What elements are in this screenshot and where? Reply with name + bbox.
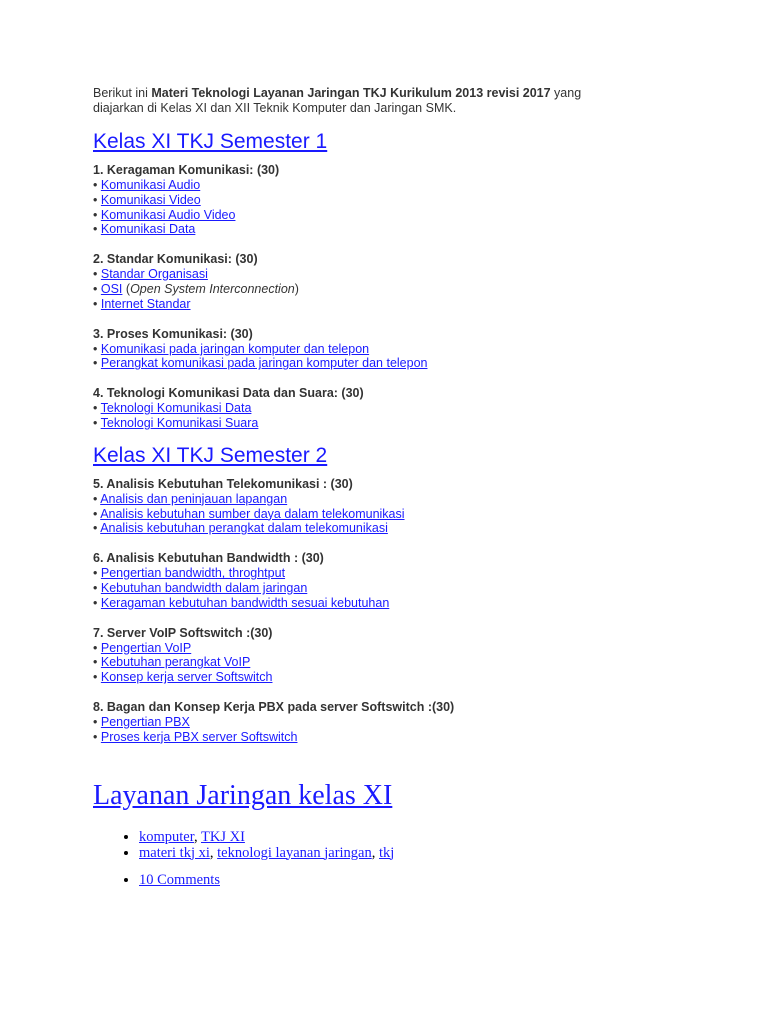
tag-link-teknologi-layanan-jaringan[interactable]: teknologi layanan jaringan [217, 844, 372, 861]
item-link[interactable]: Keragaman kebutuhan bandwidth sesuai kebutuhan [100, 595, 390, 610]
bullet: • [93, 729, 98, 744]
list-item [93, 342, 693, 357]
list-item [93, 416, 693, 431]
separator: , [194, 828, 201, 845]
topic-6 [93, 551, 693, 610]
list-item [93, 178, 693, 193]
item-link[interactable]: Komunikasi Data [100, 222, 196, 237]
topic-items [93, 342, 693, 372]
topic-title: 3. Proses Komunikasi: (30) [93, 326, 253, 341]
topic-items [93, 267, 693, 311]
bullet: • [93, 296, 98, 311]
topic-title: 2. Standar Komunikasi: (30) [93, 252, 258, 267]
bullet: • [93, 192, 98, 207]
post-title[interactable]: Layanan Jaringan kelas XI [93, 779, 393, 811]
topic-title: 7. Server VoIP Softswitch :(30) [93, 625, 273, 640]
bullet: • [93, 640, 98, 655]
bullet: • [93, 207, 98, 222]
list-item [93, 581, 693, 596]
comments-link[interactable]: 10 Comments [139, 871, 220, 888]
item-link[interactable]: Perangkat komunikasi pada jaringan komputer dan telepon [100, 356, 428, 371]
paren-open: ( [122, 281, 131, 296]
item-link[interactable]: Internet Standar [100, 296, 191, 311]
category-link-tkj-xi[interactable]: TKJ XI [201, 828, 245, 845]
semester-2-heading[interactable]: Kelas XI TKJ Semester 2 [93, 443, 328, 467]
list-item [93, 655, 693, 670]
bullet: • [93, 267, 98, 282]
bullet: • [93, 356, 98, 371]
intro-bold: Materi Teknologi Layanan Jaringan TKJ Kurikulum 2013 revisi 2017 [151, 86, 551, 100]
topic-items [93, 715, 693, 745]
item-link[interactable]: Analisis kebutuhan perangkat dalam telekomunikasi [100, 521, 388, 536]
tag-link-materi-tkj-xi[interactable]: materi tkj xi [139, 844, 210, 861]
item-link[interactable]: Komunikasi Video [100, 192, 201, 207]
item-link[interactable]: Kebutuhan perangkat VoIP [100, 655, 251, 670]
topic-title: 1. Keragaman Komunikasi: (30) [93, 163, 280, 177]
intro-suffix: yang [550, 86, 582, 100]
list-item [93, 492, 693, 507]
tag-link-tkj[interactable]: tkj [379, 844, 395, 861]
bullet: • [93, 341, 98, 356]
topic-items [93, 178, 693, 237]
list-item [93, 566, 693, 581]
item-link[interactable]: Proses kerja PBX server Softswitch [100, 729, 298, 744]
topic-items [93, 566, 693, 610]
topic-title: 5. Analisis Kebutuhan Telekomunikasi : (30) [93, 476, 353, 491]
bullet: • [93, 714, 98, 729]
item-link[interactable]: Standar Organisasi [100, 267, 208, 282]
bullet: • [93, 566, 98, 581]
bullet: • [93, 506, 98, 521]
separator: , [209, 844, 218, 861]
item-link[interactable]: Teknologi Komunikasi Suara [100, 415, 259, 430]
category-link-komputer[interactable]: komputer [139, 828, 194, 845]
list-item [93, 208, 693, 223]
topic-title: 8. Bagan dan Konsep Kerja PBX pada server Softswitch :(30) [93, 699, 455, 714]
list-item [93, 356, 693, 371]
post-comments [139, 872, 693, 888]
list-item [93, 267, 693, 282]
topic-5 [93, 477, 693, 536]
item-link[interactable]: Pengertian VoIP [100, 640, 192, 655]
list-item [93, 596, 693, 611]
separator: , [371, 844, 379, 861]
bullet: • [93, 580, 98, 595]
bullet: • [93, 281, 98, 296]
list-item [93, 222, 693, 237]
bullet: • [93, 655, 98, 670]
bullet: • [93, 401, 98, 416]
item-link[interactable]: Komunikasi Audio [100, 178, 201, 192]
paren-close: ) [294, 281, 299, 296]
topic-title: 4. Teknologi Komunikasi Data dan Suara: (30) [93, 386, 364, 401]
post-content [93, 86, 693, 888]
bullet: • [93, 595, 98, 610]
list-item [93, 297, 693, 312]
topic-2 [93, 252, 693, 311]
post-meta [93, 829, 693, 888]
osi-note: Open System Interconnection [130, 281, 295, 296]
item-link[interactable]: Teknologi Komunikasi Data [100, 401, 252, 416]
topic-items [93, 641, 693, 685]
topic-3 [93, 327, 693, 372]
item-link[interactable]: Komunikasi pada jaringan komputer dan telepon [100, 341, 370, 356]
item-link[interactable]: Pengertian PBX [100, 714, 190, 729]
post-tags [139, 845, 693, 861]
item-link[interactable]: Analisis kebutuhan sumber daya dalam telekomunikasi [100, 506, 405, 521]
post-categories [139, 829, 693, 845]
list-item [93, 521, 693, 536]
item-link[interactable]: Kebutuhan bandwidth dalam jaringan [100, 580, 308, 595]
bullet: • [93, 222, 98, 237]
intro-paragraph [93, 86, 693, 116]
item-link[interactable]: Komunikasi Audio Video [100, 207, 236, 222]
item-link[interactable]: Analisis dan peninjauan lapangan [100, 491, 288, 506]
list-item [93, 730, 693, 745]
intro-prefix: Berikut ini [93, 86, 152, 100]
list-item [93, 282, 693, 297]
bullet: • [93, 178, 98, 192]
list-item [93, 670, 693, 685]
osi-link[interactable]: OSI [100, 281, 123, 296]
topic-items [93, 401, 693, 431]
bullet: • [93, 491, 98, 506]
list-item [93, 401, 693, 416]
topic-title: 6. Analisis Kebutuhan Bandwidth : (30) [93, 551, 324, 566]
topic-4 [93, 386, 693, 431]
topic-7 [93, 626, 693, 685]
bullet: • [93, 415, 98, 430]
topic-8 [93, 700, 693, 745]
item-link[interactable]: Konsep kerja server Softswitch [100, 670, 273, 685]
semester-1-heading[interactable]: Kelas XI TKJ Semester 1 [93, 130, 328, 153]
topic-1 [93, 163, 693, 237]
bullet: • [93, 521, 98, 536]
list-item [93, 193, 693, 208]
list-item [93, 641, 693, 656]
list-item [93, 507, 693, 522]
topic-items [93, 492, 693, 536]
item-link[interactable]: Pengertian bandwidth, throghtput [100, 566, 286, 581]
bullet: • [93, 670, 98, 685]
intro-line2: diajarkan di Kelas XI dan XII Teknik Komputer dan Jaringan SMK. [93, 101, 457, 115]
list-item [93, 715, 693, 730]
